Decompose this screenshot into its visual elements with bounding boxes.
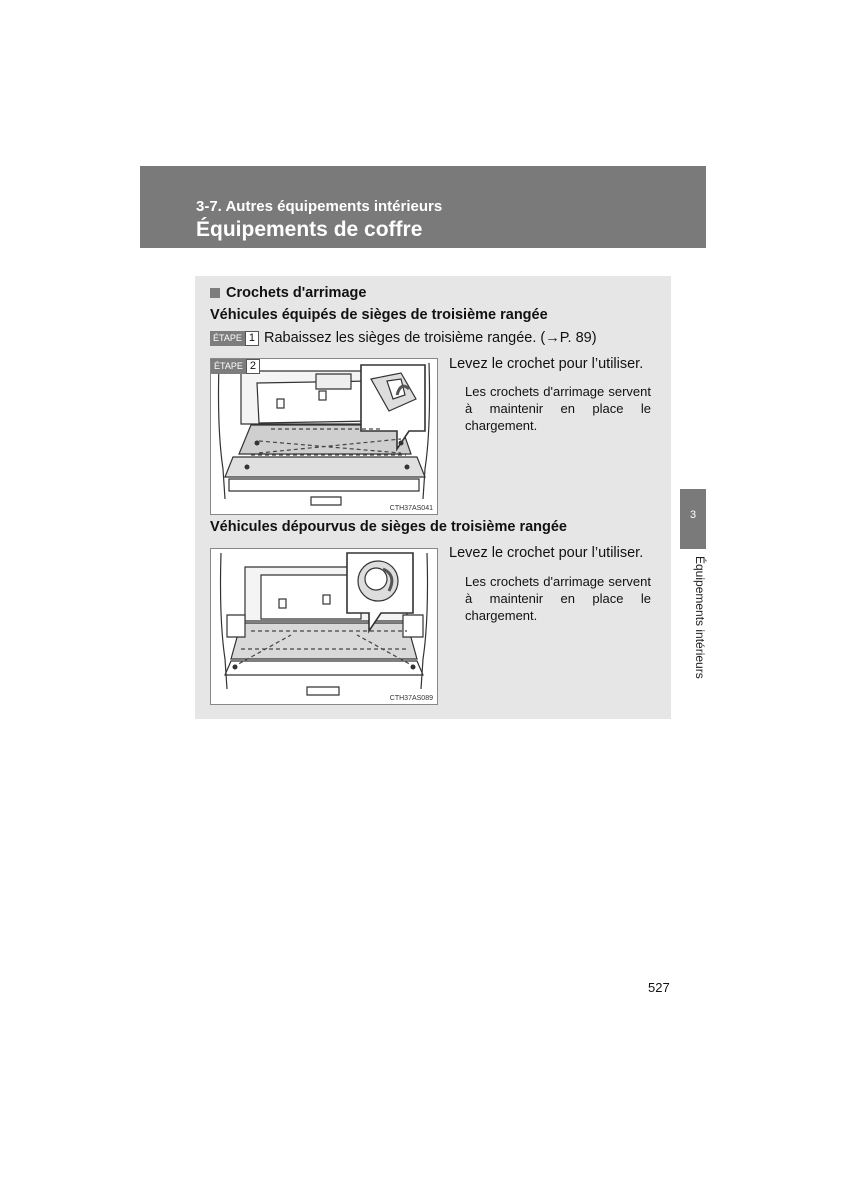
page-title: Équipements de coffre [196,218,423,241]
trunk-illustration-2 [211,549,437,704]
content-box [195,276,671,719]
group1-description: Les crochets d'arrimage servent à maintenir en place le chargement. [465,384,651,433]
figure-code-2: CTH37AS089 [389,695,433,702]
step1-text: Rabaissez les sièges de troisième rangée. (→P. 89) [263,330,597,346]
step-badge-2: ÉTAPE [211,359,246,374]
step1-row [210,330,597,346]
bullet-heading [210,285,366,301]
step1-number: 1 [245,331,259,346]
trunk-illustration-1 [211,359,437,514]
figure-trunk-hooks-1 [210,358,438,515]
group1-lead: Levez le crochet pour l’utiliser. [449,356,644,372]
section-subtitle: 3-7. Autres équipements intérieurs [196,198,443,215]
header-band [140,166,706,248]
group1-heading: Véhicules équipés de sièges de troisième rangée [210,307,548,323]
chapter-number: 3 [689,509,697,521]
figure-step-label [211,359,265,374]
page-number: 527 [648,980,670,995]
figure-code: CTH37AS041 [389,505,433,512]
figure-trunk-hooks-2 [210,548,438,705]
bullet-square-icon [210,288,220,298]
group2-heading: Véhicules dépourvus de sièges de troisième rangée [210,519,567,535]
chapter-tab [680,489,706,549]
group2-lead: Levez le crochet pour l’utiliser. [449,545,644,561]
group2-description: Les crochets d'arrimage servent à maintenir en place le chargement. [465,574,651,623]
bullet-heading-text: Crochets d'arrimage [226,285,367,301]
step2-number: 2 [246,359,260,374]
chapter-label: Équipements intérieurs [693,556,707,679]
step-badge: ÉTAPE [210,331,245,346]
